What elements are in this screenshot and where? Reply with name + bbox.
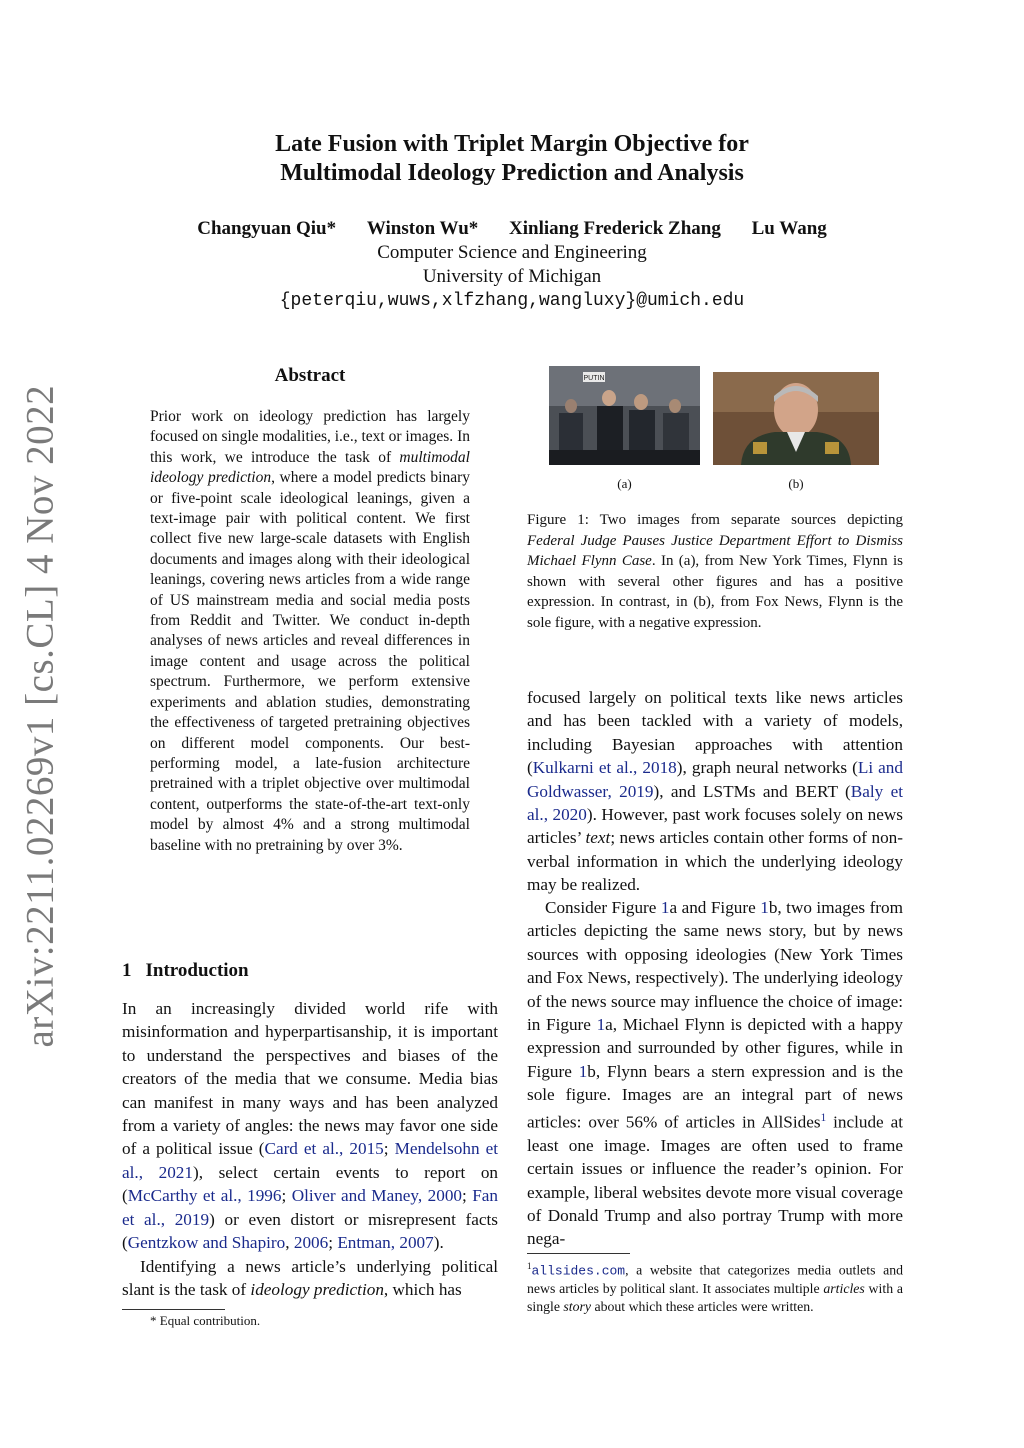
arxiv-identifier: arXiv:2211.02269v1 [cs.CL] 4 Nov 2022 xyxy=(18,384,62,1048)
citation-link[interactable]: Fan et al., 2019 xyxy=(122,1186,499,1229)
figure-ref-link[interactable]: 1 xyxy=(578,1061,588,1081)
author-name: Winston Wu* xyxy=(366,218,479,239)
body-emphasis: ideology prediction xyxy=(250,1280,384,1300)
abstract-heading: Abstract xyxy=(274,365,346,386)
body-text: Consider Figure xyxy=(545,898,661,917)
body-text: ) or even distort or misrepresent facts ( xyxy=(122,1209,498,1253)
crowd-photo-illustration xyxy=(549,366,700,465)
intro-paragraph-2 xyxy=(122,1255,498,1302)
caption-text: . In (a), from New York Times, Flynn is shown with several other figures and has a positive expression. In contrast, in (b), from Fox News, Flynn is the sole figure, with a negative expression. xyxy=(527,553,903,631)
body-text: ; xyxy=(462,1186,473,1206)
abstract-text: , where a model predicts binary or five-point scale ideological leanings, given a text-image pair with political content. We first collect five new large-scale datasets with English documents and images along with their ideological leanings, covering news articles from a wide range of US mainstream media and social media posts from Reddit and Twitter. We conduct in-depth analyses of news articles and reveal differences in image content and usage across the political spectrum. Furthermore, we perform extensive experiments and ablation studies, demonstrating the effectiveness of targeted pretraining objectives on different model components. Our best-performing model, a late-fusion architecture pretrained with a triplet objective over multimodal content, outperforms the state-of-the-art text-only model by almost 4% and a strong multimodal baseline with no pretraining by over 3%. xyxy=(150,469,470,854)
body-emphasis: text xyxy=(585,828,611,848)
body-text: Identifying a news article’s underlying political slant is the task of xyxy=(122,1257,498,1300)
title-line-2: Multimodal Ideology Prediction and Analysis xyxy=(280,160,744,186)
footnote-marker[interactable]: 1 xyxy=(820,1111,827,1124)
allsides-footnote xyxy=(527,1258,903,1315)
section-title: Introduction xyxy=(145,960,249,981)
footnote-divider xyxy=(527,1253,630,1254)
body-text: b, Flynn bears a stern expression and is the sole figure. Images are an integral part of news articles: over 56% of articles in AllSides xyxy=(527,1061,903,1132)
author-name: Changyuan Qiu* xyxy=(197,218,337,239)
body-text: b, two images from articles depicting the same news story, but by news sources with opposing ideologies (New York Times and Fox News, respectively). The underlying ideology of the news source may influence the choice of image: in Figure xyxy=(527,898,903,1035)
author-department: Computer Science and Engineering xyxy=(377,242,647,263)
intro-paragraph-1 xyxy=(122,997,498,1254)
caption-emphasis: Federal Judge Pauses Justice Department Effort to Dismiss Michael Flynn Case xyxy=(527,532,903,569)
author-university: University of Michigan xyxy=(422,266,602,287)
body-text: ), and LSTMs and BERT ( xyxy=(653,781,851,801)
body-text: include at least one image. Images are often used to frame certain issues or influence the reader’s opinion. For example, liberal websites devote more visual coverage of Donald Trump and also portray Trump with more nega- xyxy=(527,1112,903,1249)
body-text: , which has xyxy=(383,1280,462,1300)
body-text: ; xyxy=(383,1139,395,1159)
body-text: ). However, past work focuses solely on news articles’ xyxy=(527,805,903,848)
body-text: , xyxy=(285,1233,294,1253)
abstract-body xyxy=(150,407,470,856)
footnote-text: , a website that categorizes media outlets and news articles by political slant. It associates multiple xyxy=(527,1262,903,1297)
body-text: ; news articles contain other forms of non-verbal information in which the underlying ideology may be realized. xyxy=(527,828,903,895)
body-text: ), select certain events to report on ( xyxy=(122,1162,499,1206)
author-names xyxy=(0,217,1024,241)
subfigure-label-a: (a) xyxy=(617,476,632,491)
citation-link[interactable]: McCarthy et al., 1996 xyxy=(127,1186,282,1206)
body-text: ; xyxy=(328,1233,338,1253)
author-name: Lu Wang xyxy=(751,218,827,239)
body-text: In an increasingly divided world rife with misinformation and hyperpartisanship, it is important to understand the perspectives and biases of the creators of the media that we consume. Media bias can manifest in many ways and has been analyzed from a variety of angles: the news may favor one side of a political issue ( xyxy=(122,999,498,1159)
body-text: a and Figure xyxy=(669,898,761,917)
abstract-emphasis: multimodal ideology prediction xyxy=(150,448,470,487)
footnote-emphasis: articles xyxy=(823,1281,865,1297)
author-email[interactable]: {peterqiu,wuws,xlfzhang,wangluxy}@umich.edu xyxy=(279,291,745,311)
figure-caption xyxy=(527,510,903,633)
figure-image-a xyxy=(549,366,700,465)
body-text: a, Michael Flynn is depicted with a happy expression and surrounded by other figures, while in Figure xyxy=(527,1015,903,1081)
footnote-number: 1 xyxy=(527,1261,532,1271)
figure-ref-link[interactable]: 1 xyxy=(596,1015,606,1035)
citation-link[interactable]: Gentzkow and Shapiro xyxy=(127,1233,286,1253)
section-number: 1 xyxy=(122,960,132,981)
citation-link[interactable]: Card et al., 2015 xyxy=(264,1139,384,1159)
body-text: ). xyxy=(433,1233,444,1253)
protest-sign-text: PUTIN xyxy=(583,375,605,382)
right-paragraph-2 xyxy=(527,896,903,1251)
title-line-1: Late Fusion with Triplet Margin Objective for xyxy=(275,131,749,157)
footnote-emphasis: story xyxy=(563,1298,592,1314)
citation-link[interactable]: Baly et al., 2020 xyxy=(527,781,903,825)
citation-link[interactable]: Li and Goldwasser, 2019 xyxy=(527,758,903,801)
section-heading xyxy=(122,960,249,982)
citation-link[interactable]: Entman, 2007 xyxy=(337,1233,434,1253)
citation-link[interactable]: Oliver and Maney, 2000 xyxy=(291,1186,463,1206)
right-paragraph-1 xyxy=(527,686,903,897)
figure-ref-link[interactable]: 1 xyxy=(760,898,769,917)
body-text: ), graph neural networks ( xyxy=(676,758,858,778)
footnote-text: about which these articles were written. xyxy=(591,1298,814,1314)
equal-contribution-footnote: * Equal contribution. xyxy=(150,1313,261,1328)
author-block xyxy=(0,217,1024,313)
citation-link[interactable]: 2006 xyxy=(293,1233,329,1253)
citation-link[interactable]: Mendelsohn et al., 2021 xyxy=(122,1139,498,1182)
author-name: Xinliang Frederick Zhang xyxy=(509,218,721,239)
caption-text: Figure 1: Two images from separate sources depicting xyxy=(527,512,903,528)
footnote-url-link[interactable]: allsides.com xyxy=(531,1263,626,1279)
body-text: ; xyxy=(281,1186,292,1206)
portrait-photo-illustration xyxy=(713,372,879,465)
footnote-text: with a single xyxy=(527,1281,903,1314)
abstract-text: Prior work on ideology prediction has largely focused on single modalities, i.e., text or images. In this work, we introduce the task of xyxy=(150,408,470,466)
footnote-divider xyxy=(122,1309,225,1310)
figure-image-b xyxy=(713,372,879,465)
body-text: focused largely on political texts like news articles and has been tackled with a variety of models, including Bayesian approaches with attention ( xyxy=(527,688,903,778)
subfigure-label-b: (b) xyxy=(788,476,804,491)
paper-title xyxy=(0,130,1024,188)
figure-ref-link[interactable]: 1 xyxy=(660,898,670,917)
citation-link[interactable]: Kulkarni et al., 2018 xyxy=(532,758,677,778)
